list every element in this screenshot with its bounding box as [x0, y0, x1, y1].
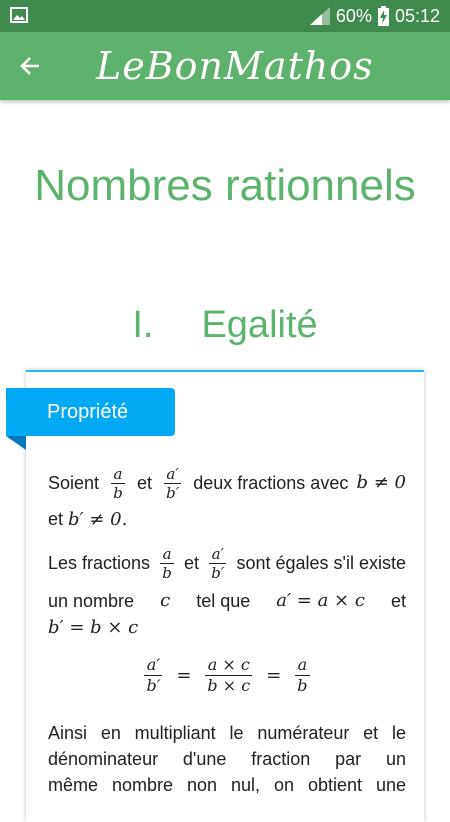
arrow-left-icon — [19, 55, 41, 77]
eq-fraction-1: $\frac{a'}{b'}$ — [146, 654, 161, 695]
app-title: LeBonMathos — [96, 44, 374, 88]
section-title: Egalité — [201, 304, 318, 346]
fraction-a2-b2: $\frac{a'}{b'}$ — [166, 464, 180, 502]
section-number: I. — [132, 304, 154, 346]
paragraph-1: Soient $\frac{a}{b}$ et $\frac{a'}{b'}$ deux fractions avec b ≠ 0 et b′ ≠ 0. — [48, 464, 406, 530]
app-bar — [0, 32, 450, 100]
eq-fraction-2: $\frac{a \times c}{b \times c}$ — [207, 654, 251, 695]
back-button[interactable] — [14, 50, 46, 82]
image-notification-icon — [10, 7, 28, 23]
battery-charging-icon — [378, 6, 389, 26]
status-bar — [0, 0, 450, 32]
eq-fraction-3: $\frac{a}{b}$ — [297, 654, 308, 695]
signal-icon — [310, 7, 330, 25]
fraction-a-b: $\frac{a}{b}$ — [113, 464, 123, 502]
property-ribbon: Propriété — [6, 388, 175, 436]
paragraph-3: Ainsi en multipliant le numérateur et le dénominateur d'une fraction par un même nombre non nul, on obtient une — [48, 723, 406, 795]
page-title: Nombres rationnels — [34, 161, 416, 210]
battery-percent: 60% — [335, 5, 372, 26]
section-heading — [0, 300, 450, 350]
fraction-a-b-2: $\frac{a}{b}$ — [162, 544, 172, 582]
equality-equation: $\frac{a'}{b'}$ = $\frac{a \times c}{b \times c}$ = $\frac{a}{b}$ — [146, 654, 308, 695]
ribbon-fold — [6, 436, 26, 450]
fraction-a2-b2-2: $\frac{a'}{b'}$ — [211, 544, 225, 582]
paragraph-2: Les fractions $\frac{a}{b}$ et $\frac{a'}{b'}$ sont égales s'il existe un nombre c tel que a′ = a × c et b′ = b × c — [48, 544, 406, 638]
clock: 05:12 — [394, 5, 440, 26]
